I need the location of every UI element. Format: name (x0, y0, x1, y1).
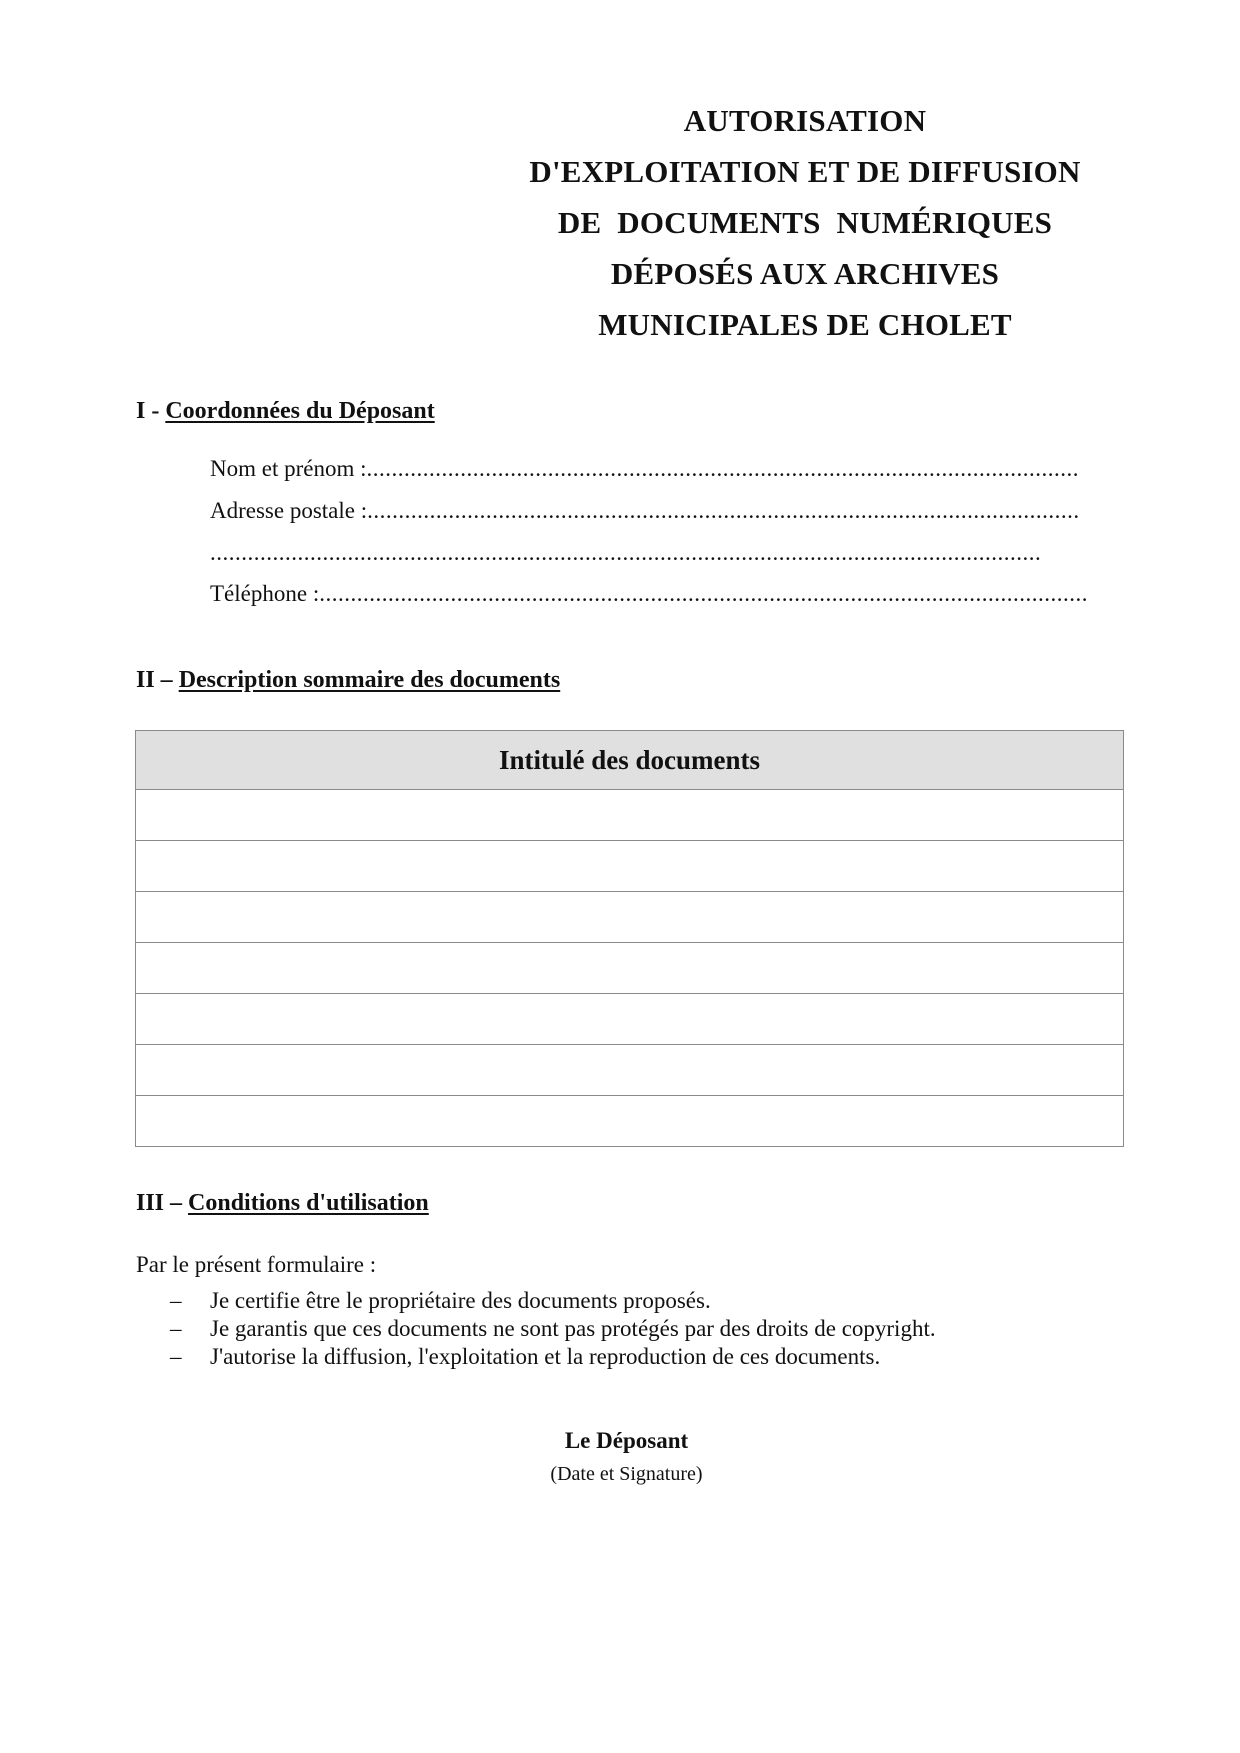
section-3-number: III – (136, 1190, 189, 1216)
document-title (500, 95, 1110, 350)
table-header-row (136, 731, 1124, 790)
list-item-text: Je garantis que ces documents ne sont pas protégés par des droits de copyright. (210, 1316, 936, 1341)
phone-field-label: Téléphone : (210, 581, 320, 606)
table-header-cell: Intitulé des documents (136, 731, 1124, 790)
section-2-heading (136, 667, 560, 694)
section-3-title: Conditions d'utilisation (188, 1190, 429, 1216)
signature-title: Le Déposant (564, 1428, 689, 1453)
title-line: AUTORISATION (683, 103, 927, 138)
address-field-line-2[interactable] (210, 540, 1122, 566)
name-field-label: Nom et prénom : (210, 456, 367, 481)
address-field[interactable] (210, 498, 1122, 524)
table-cell[interactable] (136, 790, 1124, 841)
documents-table (135, 730, 1124, 1147)
list-item (170, 1343, 936, 1371)
section-1-number: I - (136, 398, 166, 424)
section-3-heading (136, 1190, 429, 1217)
bullet-dash-icon: – (170, 1316, 182, 1341)
title-line: DÉPOSÉS AUX ARCHIVES (610, 256, 1000, 291)
signature-subtitle: (Date et Signature) (550, 1463, 703, 1485)
conditions-list (170, 1287, 936, 1371)
table-row (136, 1045, 1124, 1096)
address-field-dots[interactable]: .................................................................................................................. (367, 498, 1080, 523)
name-field-dots[interactable]: .................................................................................................................. (366, 456, 1079, 481)
section-1-heading (136, 398, 435, 425)
title-line: D'EXPLOITATION ET DE DIFFUSION (529, 154, 1081, 189)
phone-field-dots[interactable]: ........................................................................................................................... (319, 581, 1088, 606)
bullet-dash-icon: – (170, 1344, 182, 1369)
list-item-text: J'autorise la diffusion, l'exploitation et la reproduction de ces documents. (210, 1344, 881, 1369)
address-line-2-dots[interactable]: ..................................................................................................................................... (210, 540, 1042, 565)
table-row (136, 790, 1124, 841)
table-cell[interactable] (136, 841, 1124, 892)
section-2-number: II – (136, 667, 179, 693)
bullet-dash-icon: – (170, 1288, 182, 1313)
table-row (136, 892, 1124, 943)
list-item-text: Je certifie être le propriétaire des documents proposés. (210, 1288, 711, 1313)
list-item (170, 1315, 936, 1343)
table-row (136, 841, 1124, 892)
table-cell[interactable] (136, 994, 1124, 1045)
table-row (136, 994, 1124, 1045)
table-cell[interactable] (136, 943, 1124, 994)
table-cell[interactable] (136, 1045, 1124, 1096)
table-cell[interactable] (136, 1096, 1124, 1147)
address-field-label: Adresse postale : (210, 498, 368, 523)
conditions-intro: Par le présent formulaire : (136, 1252, 377, 1277)
title-line: DE DOCUMENTS NUMÉRIQUES (557, 205, 1053, 240)
table-row (136, 943, 1124, 994)
list-item (170, 1287, 936, 1315)
section-2-title: Description sommaire des documents (178, 667, 561, 693)
name-field[interactable] (210, 456, 1122, 482)
section-1-title: Coordonnées du Déposant (165, 398, 435, 424)
title-line: MUNICIPALES DE CHOLET (598, 307, 1012, 342)
table-row (136, 1096, 1124, 1147)
table-cell[interactable] (136, 892, 1124, 943)
phone-field[interactable] (210, 581, 1122, 607)
